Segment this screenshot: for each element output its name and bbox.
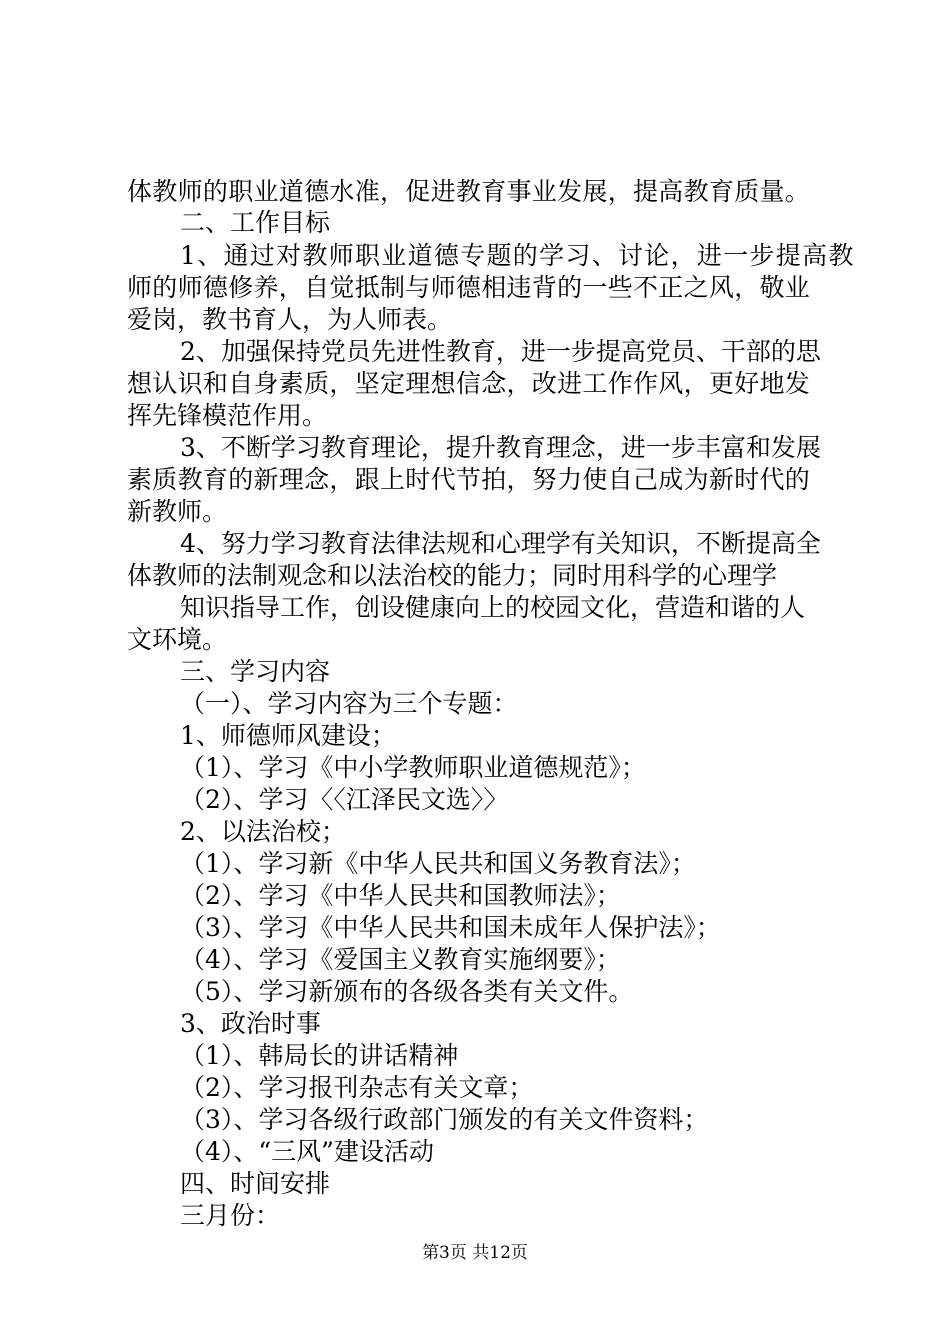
text-line: （3）、学习《中华人民共和国未成年人保护法》；	[180, 913, 721, 942]
section-heading: 四、时间安排	[180, 1169, 331, 1198]
section-heading: 二、工作目标	[180, 208, 331, 237]
text-line: 1、师德师风建设；	[180, 721, 396, 750]
text-line: 3、政治时事	[180, 1009, 321, 1038]
text-line: 4、努力学习教育法律法规和心理学有关知识，不断提高全	[180, 529, 821, 558]
text-line: 新教师。	[127, 497, 228, 526]
text-line: 素质教育的新理念，跟上时代节拍，努力使自己成为新时代的	[127, 465, 811, 494]
text-line: 体教师的法制观念和以法治校的能力；同时用科学的心理学	[127, 561, 778, 590]
text-line: （2）、学习《中华人民共和国教师法》；	[180, 881, 621, 910]
text-line: （1）、学习《中小学教师职业道德规范》；	[180, 753, 646, 782]
text-line: 2、以法治校；	[180, 817, 346, 846]
text-line: 体教师的职业道德水准，促进教育事业发展，提高教育质量。	[127, 177, 811, 206]
text-line: （1）、学习新《中华人民共和国义务教育法》；	[180, 849, 696, 878]
text-line: 知识指导工作，创设健康向上的校园文化，营造和谐的人	[180, 593, 806, 622]
text-line: 1、通过对教师职业道德专题的学习、讨论，进一步提高教	[180, 241, 855, 270]
text-line: （3）、学习各级行政部门颁发的有关文件资料；	[180, 1105, 709, 1134]
text-line: 2、加强保持党员先进性教育，进一步提高党员、干部的思	[180, 337, 821, 366]
text-line: （1）、韩局长的讲话精神	[180, 1041, 459, 1070]
text-line: 挥先锋模范作用。	[127, 401, 328, 430]
text-line: （5）、学习新颁布的各级各类有关文件。	[180, 977, 634, 1006]
text-line: 文环境。	[127, 625, 228, 654]
text-line: 爱岗，教书育人，为人师表。	[127, 305, 453, 334]
text-line: （2）、学习报刊杂志有关文章；	[180, 1073, 534, 1102]
page-footer: 第3页 共12页	[422, 1243, 528, 1263]
text-line: （2）、学习〈〈江泽民文选〉〉	[180, 785, 509, 814]
text-line: （一）、学习内容为三个专题：	[180, 689, 518, 718]
text-line: （4）、学习《爱国主义教育实施纲要》；	[180, 945, 621, 974]
text-line: （4）、“三风”建设活动	[180, 1137, 434, 1166]
text-line: 3、不断学习教育理论，提升教育理念，进一步丰富和发展	[180, 433, 821, 462]
section-heading: 三、学习内容	[180, 657, 331, 686]
text-line: 三月份：	[180, 1201, 281, 1230]
text-line: 师的师德修养，自觉抵制与师德相违背的一些不正之风，敬业	[127, 273, 811, 302]
text-line: 想认识和自身素质，坚定理想信念，改进工作作风，更好地发	[127, 369, 811, 398]
